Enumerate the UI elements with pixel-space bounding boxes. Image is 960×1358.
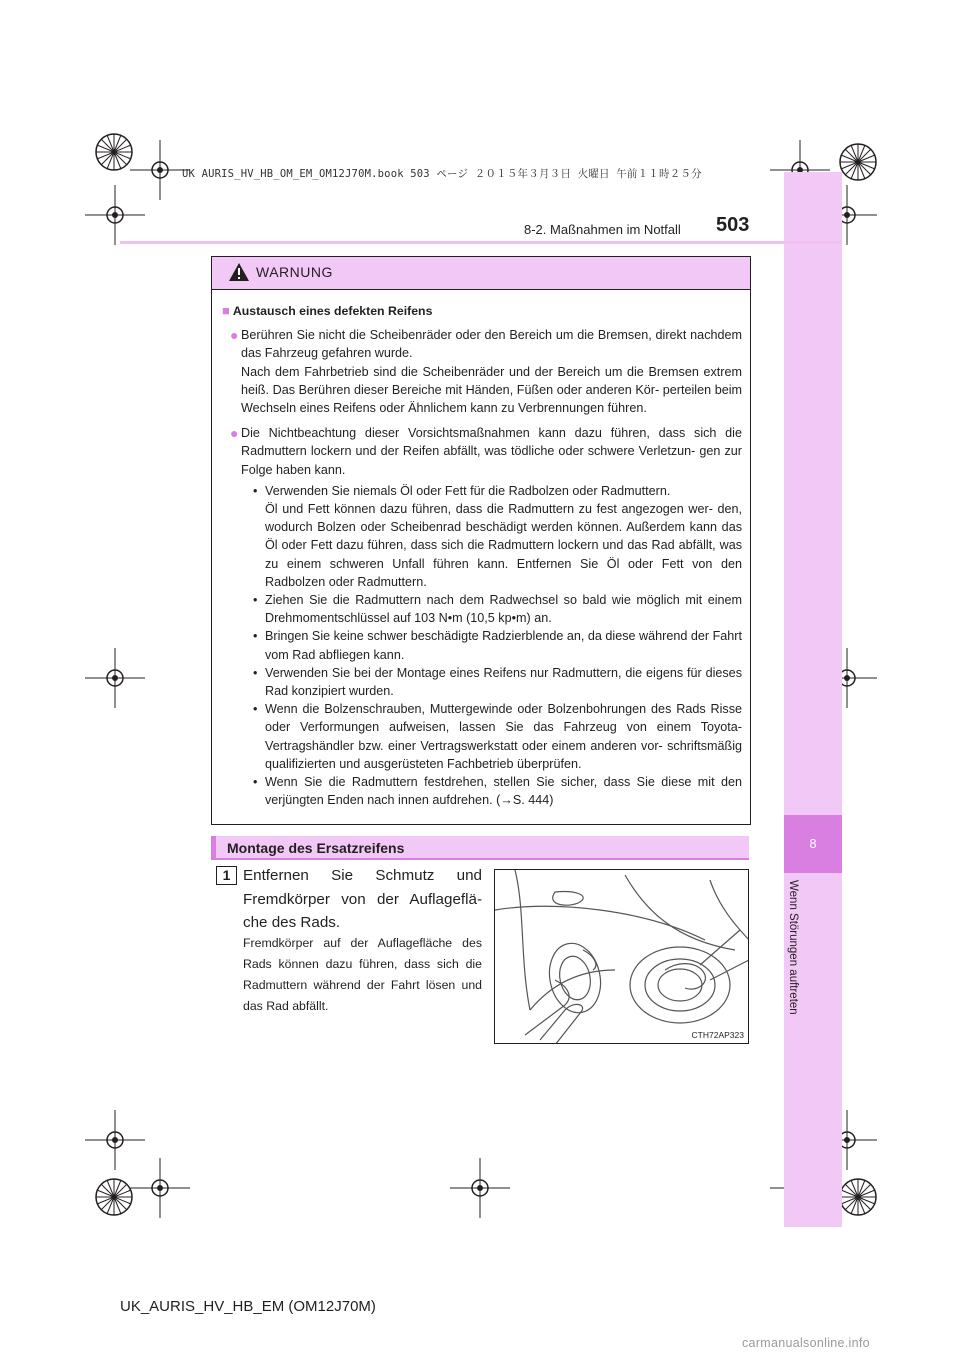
warning-bullet-text: Berühren Sie nicht die Scheibenräder oder den Bereich um die Bremsen, direkt nachdem das Fahrzeug gefahren wurde. bbox=[241, 328, 742, 361]
warning-triangle-icon bbox=[228, 262, 250, 287]
section-title: 8-2. Maßnahmen im Notfall bbox=[524, 222, 681, 237]
illustration-code: CTH72AP323 bbox=[691, 1030, 744, 1040]
chapter-title-text: Wenn Störungen auftreten bbox=[787, 880, 799, 1015]
warning-body bbox=[212, 290, 750, 809]
crosshair-mark-icon bbox=[85, 648, 145, 708]
warning-bullet-text: Nach dem Fahrbetrieb sind die Scheibenräder und der Bereich um die Bremsen extrem heiß. Das Berühren dieser Bereiche mit Händen, Füßen oder anderen Kör- perteilen beim Wechseln eines Reifens oder Ähnlichem kann zu Verbrennungen führen. bbox=[241, 364, 742, 416]
list-item: • Verwenden Sie bei der Montage eines Reifens nur Radmuttern, die eigens für dieses Rad konzipiert wurden. bbox=[253, 665, 742, 699]
warning-bullet bbox=[222, 424, 742, 479]
warning-bullet bbox=[222, 326, 742, 417]
warning-subtitle bbox=[222, 302, 742, 320]
crosshair-mark-icon bbox=[450, 1158, 510, 1218]
list-item-text: Wenn die Bolzenschrauben, Muttergewinde oder Bolzenbohrungen des Rads Risse oder Verformungen aufweisen, lassen Sie das Fahrzeug von einem Toyota-Vertragshändler bzw. einer Vertragswerkstatt oder einem anderen vor- schriftsmäßig qualifizierten und ausgerüsteten Fachbetrieb überprüfen. bbox=[265, 702, 742, 771]
round-bullet-icon: ● bbox=[230, 425, 239, 442]
step-number: 1 bbox=[216, 866, 237, 885]
wheel-cleaning-drawing bbox=[495, 870, 749, 1044]
list-item: • Verwenden Sie niemals Öl oder Fett für die Radbolzen oder Radmuttern. Öl und Fett können dazu führen, dass die Radmuttern zu fest angezogen wer- den, wodurch Bolzen oder Scheibenrad beschädigt werden können. Außerdem kann das Öl oder Fett dazu führen, dass sich die Radmuttern lockern und das Rad abfällt, was zu einem schweren Unfall führen kann. Entfernen Sie Öl oder Fett von den Radbolzen oder Radmuttern. bbox=[253, 483, 742, 589]
list-item: • Wenn die Bolzenschrauben, Muttergewinde oder Bolzenbohrungen des Rads Risse oder Verformungen aufweisen, lassen Sie das Fahrzeug von einem Toyota-Vertragshändler bzw. einer Vertragswerkstatt oder einem anderen vor- schriftsmäßig qualifizierten und ausgerüsteten Fachbetrieb überprüfen. bbox=[253, 702, 742, 771]
warning-bullet-text: Die Nichtbeachtung dieser Vorsichtsmaßnahmen kann dazu führen, dass sich die Radmuttern lockern und der Reifen abfällt, was tödliche oder schwere Verletzun- gen zur Folge haben kann. bbox=[241, 426, 742, 477]
warning-sublist bbox=[222, 482, 742, 810]
warning-box bbox=[211, 256, 751, 825]
list-item-text: Wenn Sie die Radmuttern festdrehen, stellen Sie sicher, dass Sie diese mit den verjüngten Enden nach innen aufdrehen. (→S. 444) bbox=[265, 775, 742, 808]
section-heading-text: Montage des Ersatzreifens bbox=[227, 840, 405, 856]
warning-header bbox=[212, 257, 750, 290]
list-item-text: Verwenden Sie niemals Öl oder Fett für die Radbolzen oder Radmuttern. bbox=[265, 483, 671, 498]
warning-subtitle-text: Austausch eines defekten Reifens bbox=[232, 304, 433, 318]
header-divider bbox=[120, 241, 842, 244]
list-item: • Wenn Sie die Radmuttern festdrehen, stellen Sie sicher, dass Sie diese mit den verjüngten Enden nach innen aufdrehen. (→S. 444) bbox=[253, 775, 742, 808]
list-item-text: Ziehen Sie die Radmuttern nach dem Radwechsel so bald wie möglich mit einem Drehmomentschlüssel auf 103 N•m (10,5 kp•m) an. bbox=[265, 593, 742, 626]
crosshair-mark-icon bbox=[130, 1158, 190, 1218]
warning-title: WARNUNG bbox=[256, 264, 333, 280]
step-text: Entfernen Sie Schmutz und Fremdkörper von der Auflageflä- che des Rads. bbox=[243, 867, 482, 931]
crosshair-mark-icon bbox=[85, 185, 145, 245]
chapter-title bbox=[784, 880, 814, 1050]
page-number: 503 bbox=[716, 214, 750, 236]
list-item: • Ziehen Sie die Radmuttern nach dem Radwechsel so bald wie möglich mit einem Drehmomentschlüssel auf 103 N•m (10,5 kp•m) an. bbox=[253, 593, 742, 626]
watermark: carmanualsonline.info bbox=[742, 1336, 870, 1350]
list-item-text: Bringen Sie keine schwer beschädigte Radzierblende an, da diese während der Fahrt vom Rad abfliegen kann. bbox=[265, 629, 742, 662]
step-note: Fremdkörper auf der Auflagefläche des Rads können dazu führen, dass sich die Radmuttern während der Fahrt lösen und das Rad abfällt. bbox=[243, 936, 482, 1013]
chapter-number: 8 bbox=[809, 836, 817, 851]
square-bullet-icon: ■ bbox=[222, 303, 230, 318]
list-item-text: Verwenden Sie bei der Montage eines Reifens nur Radmuttern, die eigens für dieses Rad konzipiert wurden. bbox=[265, 665, 742, 699]
section-heading bbox=[211, 836, 749, 860]
round-bullet-icon: ● bbox=[230, 327, 239, 344]
wheel-cleaning-illustration bbox=[494, 869, 749, 1044]
chapter-side-tab bbox=[784, 172, 842, 1227]
book-header: UK AURIS_HV_HB_OM_EM_OM12J70M.book 503 ページ ２０１５年３月３日 火曜日 午前１１時２５分 bbox=[182, 168, 702, 180]
list-item: • Bringen Sie keine schwer beschädigte Radzierblende an, da diese während der Fahrt vom Rad abfliegen kann. bbox=[253, 629, 742, 662]
list-item-detail: Öl und Fett können dazu führen, dass die Radmuttern zu fest angezogen wer- den, wodurch Bolzen oder Scheibenrad beschädigt werden können. Außerdem kann das Öl oder Fett dazu führen, dass sich die Radmuttern lockern und das Rad abfällt, was zu einem schweren Unfall führen kann. Entfernen Sie Öl oder Fett von den Radbolzen oder Radmuttern. bbox=[265, 502, 742, 589]
footer-code: UK_AURIS_HV_HB_EM (OM12J70M) bbox=[120, 1298, 376, 1315]
